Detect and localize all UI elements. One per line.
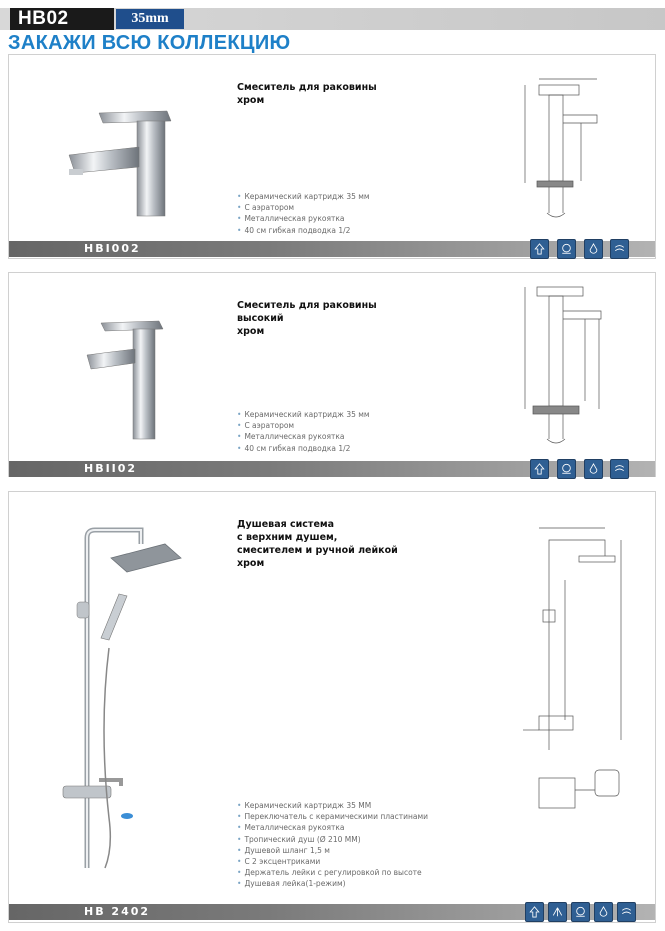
feature-item: • Душевой шланг 1,5 м bbox=[237, 845, 428, 856]
water-saving-icon bbox=[584, 459, 603, 479]
product-card-2 bbox=[8, 272, 656, 477]
feature-item: • С аэратором bbox=[237, 202, 370, 213]
quiet-flow-icon bbox=[617, 902, 636, 922]
feature-item: • С аэратором bbox=[237, 420, 370, 431]
water-saving-icon bbox=[584, 239, 603, 259]
feature-item: • Керамический картридж 35 ММ bbox=[237, 800, 428, 811]
feature-item: • Душевая лейка(1-режим) bbox=[237, 878, 428, 889]
product-code: HB 2402 bbox=[84, 905, 151, 918]
tall-basin-faucet-image bbox=[71, 313, 181, 445]
feature-item: • Керамический картридж 35 мм bbox=[237, 191, 370, 202]
feature-item: • Тропический душ (Ø 210 ММ) bbox=[237, 834, 428, 845]
product-title: Смеситель для раковины хром bbox=[237, 82, 377, 106]
feature-item: • Металлическая рукоятка bbox=[237, 822, 428, 833]
basin-faucet-image bbox=[57, 103, 187, 223]
feature-item: • Металлическая рукоятка bbox=[237, 213, 370, 224]
spray-modes-icon bbox=[548, 902, 567, 922]
technical-drawing bbox=[509, 281, 624, 451]
product-card-3 bbox=[8, 491, 656, 923]
ceramic-disc-icon bbox=[557, 239, 576, 259]
feature-list bbox=[237, 191, 370, 236]
headline-line-1: ЗАКАЖИ ВСЮ КОЛЛЕКЦИЮ bbox=[8, 32, 291, 54]
shower-system-image bbox=[49, 518, 194, 878]
feature-item: • 40 см гибкая подводка 1/2 bbox=[237, 225, 370, 236]
product-code: HBI002 bbox=[84, 242, 141, 255]
series-size-badge: 35mm bbox=[116, 9, 184, 29]
arrow-up-icon bbox=[525, 902, 544, 922]
water-saving-icon bbox=[594, 902, 613, 922]
product-code: HBII02 bbox=[84, 462, 138, 475]
product-title: Смеситель для раковины высокий хром bbox=[237, 300, 377, 337]
feature-list bbox=[237, 800, 428, 890]
quiet-flow-icon bbox=[610, 459, 629, 479]
arrow-up-icon bbox=[530, 239, 549, 259]
ceramic-disc-icon bbox=[571, 902, 590, 922]
product-title: Душевая система с верхним душем, смесителем и ручной лейкой хром bbox=[237, 519, 398, 569]
arrow-up-icon bbox=[530, 459, 549, 479]
feature-item: • С 2 эксцентриками bbox=[237, 856, 428, 867]
feature-item: • Керамический картридж 35 мм bbox=[237, 409, 370, 420]
product-card-1 bbox=[8, 54, 656, 259]
ceramic-disc-icon bbox=[557, 459, 576, 479]
technical-drawing bbox=[509, 520, 639, 820]
feature-item: • Металлическая рукоятка bbox=[237, 431, 370, 442]
feature-item: • Держатель лейки с регулировкой по высоте bbox=[237, 867, 428, 878]
quiet-flow-icon bbox=[610, 239, 629, 259]
series-code: HB02 bbox=[10, 8, 114, 30]
technical-drawing bbox=[509, 73, 624, 223]
feature-list bbox=[237, 409, 370, 454]
feature-item: • Переключатель с керамическими пластинами bbox=[237, 811, 428, 822]
feature-item: • 40 см гибкая подводка 1/2 bbox=[237, 443, 370, 454]
